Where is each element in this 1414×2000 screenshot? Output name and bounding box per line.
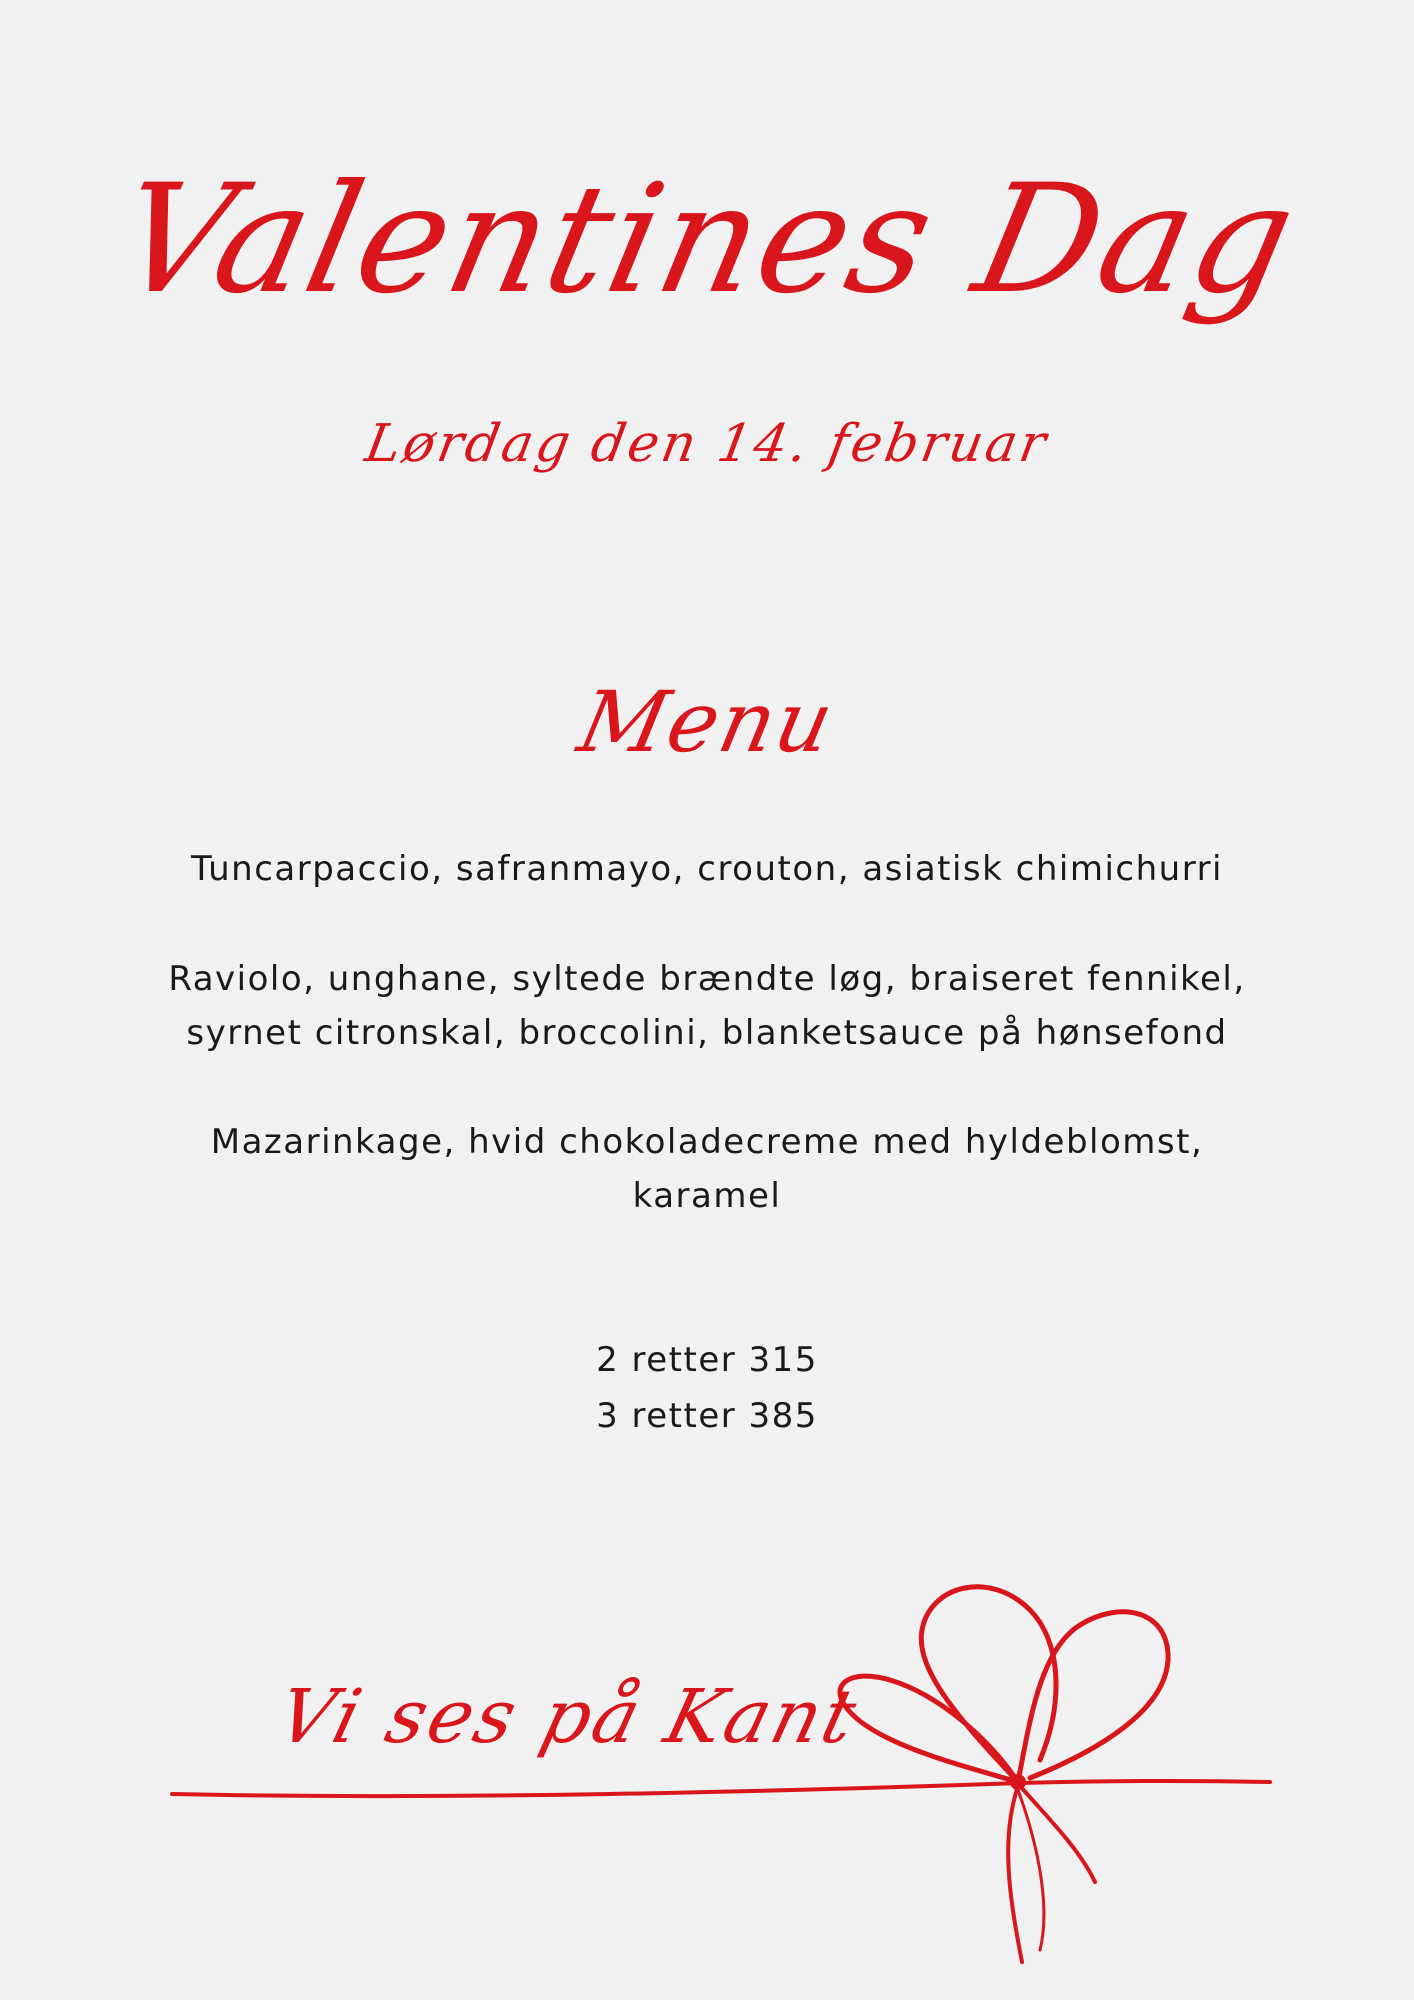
course-line: Tuncarpaccio, safranmayo, crouton, asiatisk chimichurri — [191, 849, 1223, 889]
ribbon-string — [172, 1781, 1270, 1796]
menu-course-dessert — [140, 1115, 1274, 1223]
ribbon-heart-right — [1018, 1612, 1168, 1782]
ribbon-knot — [1010, 1774, 1026, 1790]
price-three-courses: 3 retter 385 — [596, 1396, 818, 1436]
price-list — [0, 1332, 1414, 1444]
menu-course-starter — [140, 842, 1274, 896]
course-line: syrnet citronskal, broccolini, blanketsauce på hønsefond — [186, 1013, 1228, 1053]
course-line: Mazarinkage, hvid chokoladecreme med hyldeblomst, — [210, 1122, 1204, 1162]
course-line: Raviolo, unghane, syltede brændte løg, braiseret fennikel, — [168, 959, 1246, 999]
ribbon-left-loop — [840, 1676, 1018, 1782]
ribbon-tail-left — [1008, 1786, 1022, 1962]
ribbon-tail-right — [1020, 1786, 1095, 1882]
menu-heading: Menu — [570, 673, 844, 771]
ribbon-tail-mid — [1018, 1790, 1044, 1950]
course-line: karamel — [632, 1176, 782, 1216]
price-two-courses: 2 retter 315 — [596, 1340, 818, 1380]
farewell-text: Vi ses på Kant — [269, 1674, 868, 1760]
ribbon-heart-left — [921, 1587, 1056, 1782]
event-date: Lørdag den 14. februar — [360, 414, 1054, 474]
menu-course-main — [140, 952, 1274, 1060]
page-title: Valentines Dag — [103, 153, 1311, 327]
